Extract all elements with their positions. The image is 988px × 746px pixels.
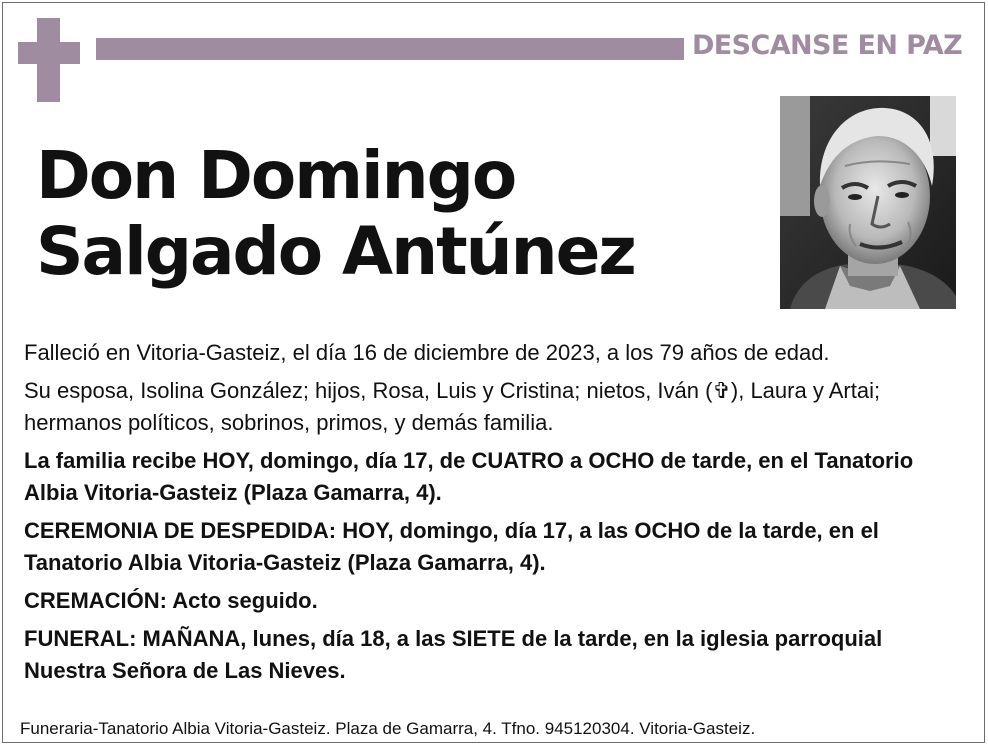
family-list [24, 375, 969, 439]
obituary-body [24, 337, 969, 693]
portrait-photo [780, 96, 956, 309]
deceased-name [36, 138, 756, 290]
death-notice: Falleció en Vitoria-Gasteiz, el día 16 de diciembre de 2023, a los 79 años de edad. [24, 340, 830, 365]
wake-notice: La familia recibe HOY, domingo, día 17, de CUATRO a OCHO de tarde, en el Tanatorio Albia Vitoria-Gasteiz (Plaza Gamarra, 4). [24, 448, 914, 505]
family-list-part2: ), Laura y Artai; hermanos políticos, sobrinos, primos, y demás familia. [24, 378, 881, 435]
header-bar [96, 38, 684, 60]
ceremony-notice: CEREMONIA DE DESPEDIDA: HOY, domingo, día 17, a las OCHO de la tarde, en el Tanatorio Albia Vitoria-Gasteiz (Plaza Gamarra, 4). [24, 518, 879, 575]
family-list-part1: Su esposa, Isolina González; hijos, Rosa, Luis y Cristina; nietos, Iván ( [24, 378, 713, 403]
deceased-name-line1: Don Domingo [36, 137, 516, 214]
cremation-notice: CREMACIÓN: Acto seguido. [24, 588, 318, 613]
cross-icon: ✞ [712, 378, 731, 403]
funeral-notice: FUNERAL: MAÑANA, lunes, día 18, a las SIETE de la tarde, en la iglesia parroquial Nuestra Señora de Las Nieves. [24, 626, 883, 683]
rest-in-peace-heading: DESCANSE EN PAZ [692, 30, 963, 61]
funeral-home-footer: Funeraria-Tanatorio Albia Vitoria-Gasteiz. Plaza de Gamarra, 4. Tfno. 945120304. Vitoria-Gasteiz. [20, 719, 756, 738]
latin-cross-icon [18, 18, 80, 102]
deceased-name-line2: Salgado Antúnez [36, 213, 635, 290]
